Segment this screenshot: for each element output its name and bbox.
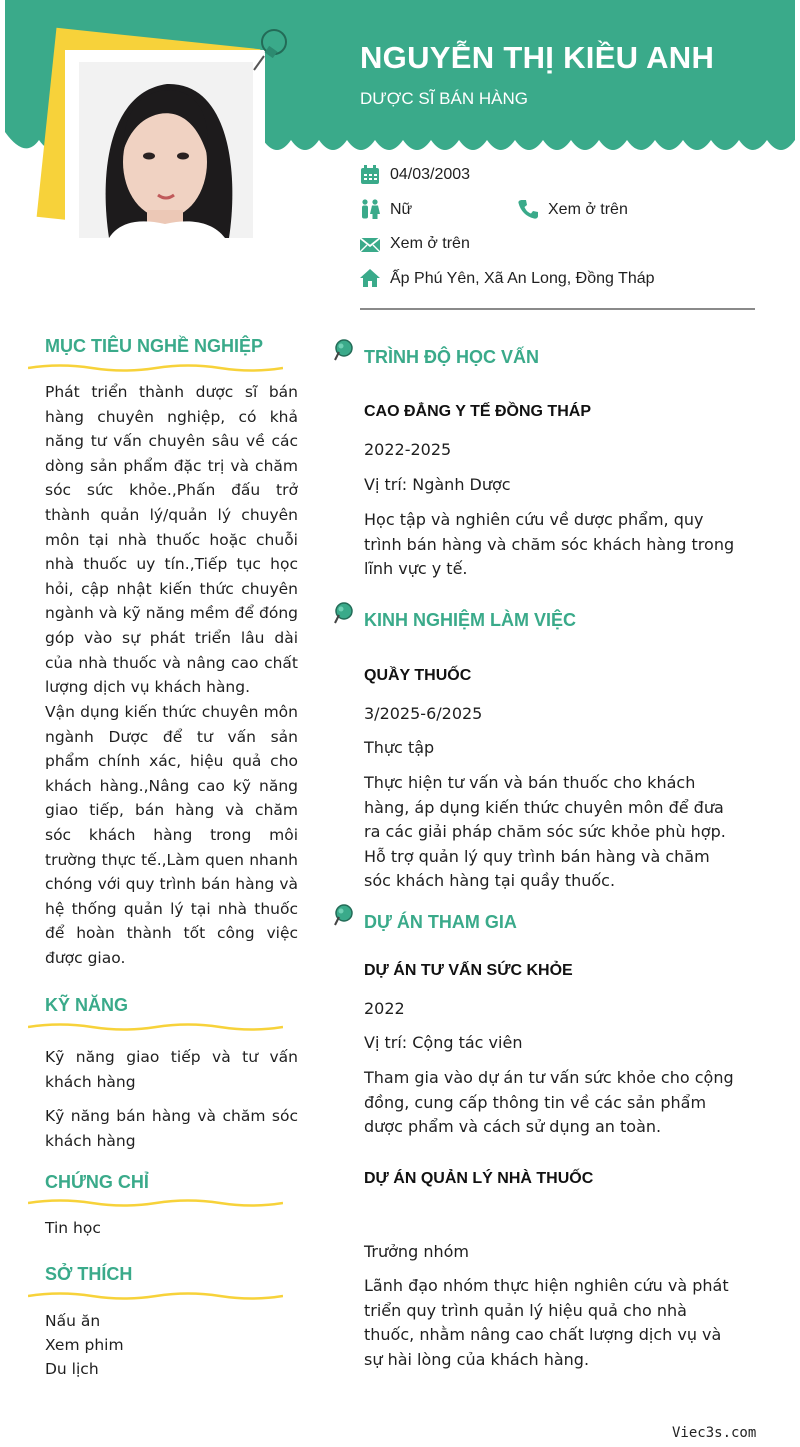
watermark: Viec3s.com [672, 1425, 757, 1441]
phone: Xem ở trên [548, 201, 628, 218]
school-name: CAO ĐẲNG Y TẾ ĐỒNG THÁP [364, 403, 591, 420]
project-role: Vị trí: Cộng tác viên [364, 1033, 523, 1052]
hobby-item: Du lịch [45, 1360, 99, 1378]
heading-underline [28, 1290, 283, 1302]
project-description: Tham gia vào dự án tư vấn sức khỏe cho cộng đồng, cung cấp thông tin về các sản phẩm dược phẩm và cách sử dụng an toàn. [364, 1068, 734, 1137]
objective-paragraph: Phát triển thành dược sĩ bán hàng chuyên nghiệp, có khả năng tư vấn chuyên sâu về các dòng sản phẩm đặc trị và chăm sóc sức khỏe.,Phấn đấu trở thành quản lý/quản lý chuyên môn tại nhà thuốc hoặc chuỗi nhà thuốc uy tín.,Tiếp tục học hỏi, cập nhật kiến thức chuyên ngành và kỹ năng mềm để đóng góp vào sự phát triển lâu dài của nhà thuốc và nâng cao chất lượng dịch vụ khách hàng. [45, 383, 298, 697]
certificates-heading: CHỨNG CHỈ [45, 1172, 149, 1192]
project-name: DỰ ÁN TƯ VẤN SỨC KHỎE [364, 962, 573, 979]
education-period: 2022-2025 [364, 440, 452, 459]
home-icon [360, 268, 380, 288]
heading-underline [28, 1021, 283, 1033]
email-icon [360, 235, 380, 255]
calendar-icon [360, 165, 380, 185]
objective-heading: MỤC TIÊU NGHỀ NGHIỆP [45, 336, 264, 356]
gender-icon [360, 199, 380, 219]
project-name: DỰ ÁN QUẢN LÝ NHÀ THUỐC [364, 1170, 594, 1187]
divider [360, 308, 755, 310]
pushpin-icon [330, 903, 356, 929]
skill-item: Kỹ năng giao tiếp và tư vấn khách hàng [45, 1048, 298, 1091]
hobby-item: Nấu ăn [45, 1312, 101, 1330]
pushpin-icon [250, 26, 290, 72]
gender: Nữ [390, 201, 413, 218]
phone-icon [518, 199, 538, 219]
certificate-item: Tin học [45, 1219, 101, 1237]
company-name: QUẦY THUỐC [364, 667, 472, 684]
projects-heading: DỰ ÁN THAM GIA [364, 912, 517, 932]
hobbies-heading: SỞ THÍCH [45, 1264, 133, 1284]
heading-underline [28, 362, 283, 374]
experience-description: Thực hiện tư vấn và bán thuốc cho khách hàng, áp dụng kiến thức chuyên môn để đưa ra các giải pháp chăm sóc sức khỏe phù hợp. Hỗ trợ quản lý quy trình bán hàng và chăm sóc khách hàng tại quầy thuốc. [364, 773, 726, 891]
experience-role: Thực tập [364, 738, 435, 757]
skills-heading: KỸ NĂNG [45, 995, 129, 1015]
email: Xem ở trên [390, 235, 470, 252]
pushpin-icon [330, 601, 356, 627]
birthdate: 04/03/2003 [390, 166, 471, 183]
pushpin-icon [330, 338, 356, 364]
job-title: DƯỢC SĨ BÁN HÀNG [360, 89, 528, 108]
experience-period: 3/2025-6/2025 [364, 704, 483, 723]
heading-underline [28, 1197, 283, 1209]
education-position: Vị trí: Ngành Dược [364, 475, 511, 494]
project-description: Lãnh đạo nhóm thực hiện nghiên cứu và phát triển quy trình quản lý hiệu quả cho nhà thuốc, nhằm nâng cao chất lượng dịch vụ và sự hài lòng của khách hàng. [364, 1276, 729, 1369]
skill-item: Kỹ năng bán hàng và chăm sóc khách hàng [45, 1107, 298, 1150]
education-description: Học tập và nghiên cứu về dược phẩm, quy trình bán hàng và chăm sóc khách hàng trong lĩnh vực y tế. [364, 510, 735, 579]
education-heading: TRÌNH ĐỘ HỌC VẤN [364, 347, 539, 367]
project-role: Trưởng nhóm [364, 1242, 469, 1261]
objective-paragraph: Vận dụng kiến thức chuyên môn ngành Dược để tư vấn sản phẩm chính xác, hiệu quả cho khách hàng.,Nâng cao kỹ năng giao tiếp, bán hàng và chăm sóc khách hàng trong môi trường thực tế.,Làm quen nhanh chóng với quy trình bán hàng và hệ thống quản lý tại nhà thuốc để hoàn thành tốt công việc được giao. [45, 703, 298, 967]
avatar [79, 62, 253, 238]
experience-heading: KINH NGHIỆM LÀM VIỆC [364, 610, 577, 630]
project-year: 2022 [364, 999, 405, 1018]
hobby-item: Xem phim [45, 1336, 124, 1354]
candidate-name: NGUYỄN THỊ KIỀU ANH [360, 40, 715, 75]
address: Ấp Phú Yên, Xã An Long, Đồng Tháp [390, 270, 655, 287]
